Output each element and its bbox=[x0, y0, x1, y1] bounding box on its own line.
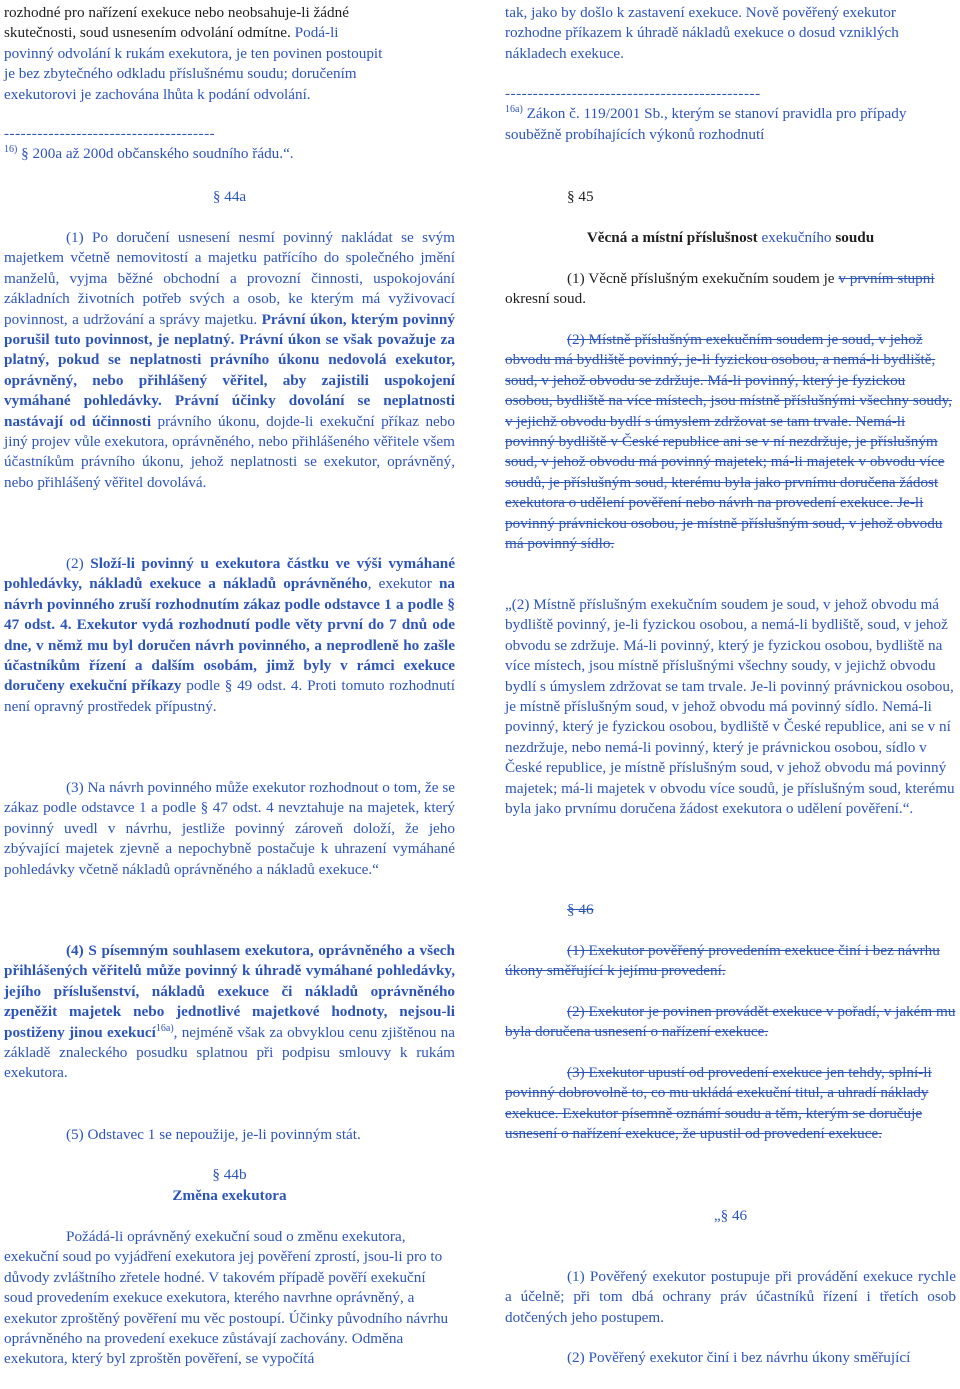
text-span: právního úkonu, dojde-li exekuční příkaz nebo jiný projev vůle exekutora, oprávněného, nebo přihlášeného věřitele všem účastníkům právního úkonu, jehož neplatnosti se exekutor, oprávněný, nebo přihlášený věřitel dovolává. bbox=[4, 412, 455, 491]
text-span-bold: Právní úkon, kterým povinný porušil tuto povinnost, je neplatný. Právní úkon se však považuje za platný, pokud se neplatnosti právního úkonu nedovolá exekutor, oprávněný, nebo přihlášený věřitel, aby zajistili uspokojení vymáhané pohledávky. Právní účinky dovolání se neplatnosti nastávají od účinnosti bbox=[4, 310, 455, 430]
section-44a-heading: § 44a bbox=[212, 188, 247, 205]
text-line: skutečnosti, soud usnesením odvolání odmítne. bbox=[4, 24, 295, 42]
section-44b-title: Změna exekutora bbox=[172, 1187, 287, 1204]
text-line-changed: povinný odvolání k rukám exekutora, je ten povinen postoupit bbox=[4, 44, 383, 62]
text-span-deleted: v prvním stupni bbox=[838, 270, 935, 287]
footnote-mark: 16a) bbox=[505, 104, 523, 116]
text-span-bold: (4) S písemným souhlasem exekutora, oprávněného a všech přihlášených věřitelů může povinný k úhradě vymáhané pohledávky, jejího příslušenství, nákladů exekuce či nákladů oprávněného zpeněžit majetek nebo jednotlivé majetkové hodnoty, nejsou-li postiženy jinou exekucí bbox=[4, 942, 455, 1041]
text-line-changed: Podá-li bbox=[294, 24, 339, 42]
section-46-old-heading: § 46 bbox=[567, 901, 594, 918]
right-top-paragraph: tak, jako by došlo k zastavení exekuce. Nově pověřený exekutor rozhodne příkazem k úhradě nákladů exekuce o dosud vzniklých nákladech exekuce. bbox=[505, 4, 899, 62]
footnote-separator: -------------------------------------- bbox=[4, 125, 216, 142]
left-footnote bbox=[4, 124, 455, 165]
s45-paragraph-1 bbox=[505, 269, 956, 310]
text-span-bold: na návrh povinného zruší rozhodnutím zákaz podle odstavce 1 a podle § 47 odst. 4. Exekutor vydá rozhodnutí podle věty první do 7 dnů ode dne, v němž mu byl doručen návrh povinného, a neprodleně ho zašle účastníkům řízení a dalším osobám, jimž byly v rámci exekuce doručeny exekuční příkazy bbox=[4, 575, 455, 695]
footnote-separator: ---------------------------------------------- bbox=[505, 85, 761, 102]
title-part: Věcná a místní příslušnost bbox=[586, 229, 762, 246]
text-span: , exekutor bbox=[367, 575, 439, 593]
text-span: okresní soud. bbox=[505, 290, 586, 308]
s45-paragraph-2-new: „(2) Místně příslušným exekučním soudem je soud, v jehož obvodu má bydliště povinný, je-li fyzickou osobou, a nemá-li bydliště, soud, v jehož obvodu se zdržuje. Má-li povinný, který je fyzickou osobou, bydliště na více místech, jsou místně příslušnými všechny soudy, v jejichž obvodu bydlí s úmyslem zdržovat se tam trvale. Je-li povinný právnickou osobou, je místně příslušným soud, v jehož obvodu má povinný sídlo. Nemá-li povinný, který je fyzickou osobou, bydliště v České republice, ani se v ní nezdržuje, nebo nemá-li povinný, který je právnickou osobou, sídlo v České republice, je místně příslušným soud, v jehož obvodu má povinný majetek; má-li majetek v obvodu více soudů, je příslušným soud, kterému byla jako prvnímu doručena žádost exekutora o udělení pověření.“. bbox=[505, 596, 955, 818]
text-span: , nejméně však za obvyklou cenu zjištěnou na základě znaleckého posudku splatnou při podpisu smlouvy k rukám exekutora. bbox=[4, 1023, 455, 1082]
s44b-paragraph-1: Požádá-li oprávněný exekuční soud o změnu exekutora, exekuční soud po vyjádření exekutora jej pověření zprostí, jsou-li pro to důvody zvláštního zřetele hodné. V takovém případě pověří exekuční soud provedením exekuce exekutora, kterého navrhne oprávněný, a exekutor zproštěný pověření mu věc postoupí. Účinky původního návrhu oprávněného na provedení exekuce zůstávají zachovány. Odměna exekutora, který byl zproštěn pověření, se vypočítá bbox=[4, 1228, 449, 1368]
text-span: (1) Věcně příslušným exekučním soudem je bbox=[567, 270, 839, 287]
s44a-paragraph-5: (5) Odstavec 1 se nepoužije, je-li povinným stát. bbox=[66, 1126, 361, 1143]
s46-old-paragraph-2: (2) Exekutor je povinen provádět exekuce v pořadí, v jakém mu byla doručena usnesení o nařízení exekuce. bbox=[505, 1003, 956, 1041]
text-span: podle § 49 odst. 4. Proti tomuto rozhodnutí není opravný prostředek přípustný. bbox=[4, 677, 455, 715]
footnote-mark: 16a) bbox=[155, 1022, 174, 1034]
text-span: (2) bbox=[66, 555, 91, 572]
text-line-changed: exekutorovi je zachována lhůta k podání odvolání. bbox=[4, 85, 311, 103]
text-span: (1) Po doručení usnesení nesmí povinný nakládat se svým majetkem včetně nemovitostí a majetku patřícího do společného jmění manželů, vyjma běžné obchodní a provozní činnosti, uspokojování základních životních potřeb svých a osob, ke kterým má vyživovací povinnost, a udržování a správy majetku. bbox=[4, 229, 455, 328]
s46-old-paragraph-1: (1) Exekutor pověřený provedením exekuce činí i bez návrhu úkony směřující k jejímu provedení. bbox=[505, 942, 940, 980]
left-top-paragraph bbox=[4, 3, 455, 105]
s46-old-paragraph-3: (3) Exekutor upustí od provedení exekuce jen tehdy, splní-li povinný dobrovolně to, co mu ukládá exekuční titul, a uhradí náklady exekuce. Exekutor písemně oznámí soudu a těm, kterým se doručuje usnesení o nařízení exekuce, že upustil od provedení exekuce. bbox=[505, 1064, 932, 1143]
text-line-changed: je bez zbytečného odkladu příslušnému soudu; doručením bbox=[4, 65, 357, 83]
text-span-bold: Složí-li povinný u exekutora částku ve výši vymáhané pohledávky, nákladů exekuce a nákladů oprávněného bbox=[4, 555, 455, 593]
s44a-paragraph-3: (3) Na návrh povinného může exekutor rozhodnout o tom, že se zákaz podle odstavce 1 a podle § 47 odst. 4 nevztahuje na majetek, který povinný uvedl v návrhu, jestliže povinný zároveň doloží, že jeho zbývající majetek zjevně a nepochybně postačuje k uhrazení vymáhané pohledávky včetně nákladů oprávněného a nákladů exekuce.“ bbox=[4, 779, 455, 878]
s44a-paragraph-2 bbox=[4, 554, 455, 717]
right-footnote bbox=[505, 84, 956, 145]
section-44b-heading: § 44b bbox=[212, 1166, 247, 1183]
s44a-paragraph-4 bbox=[4, 941, 455, 1084]
title-part: soudu bbox=[831, 229, 875, 246]
s44a-paragraph-1 bbox=[4, 228, 455, 493]
s45-paragraph-2-old: (2) Místně příslušným exekučním soudem je soud, v jehož obvodu má bydliště povinný, je-li fyzickou osobou, a nemá-li bydliště, soud, v jehož obvodu se zdržuje. Má-li povinný, který je fyzickou osobou, bydliště na více místech, jsou místně příslušnými všechny soudy, v jejichž obvodu bydlí s úmyslem zdržovat se tam trvale. Nemá-li povinný bydliště v České republice ani se v ní nezdržuje, je příslušným soud, v jehož obvodu má povinný majetek; má-li majetek v obvodu více soudů, je příslušným soud, kterému byla jako prvnímu doručena žádost exekutora o udělení pověření nebo návrh na provedení exekuce. Je-li povinný právnickou osobou, je místně příslušným soud, v jehož obvodu má povinný sídlo. bbox=[505, 331, 953, 553]
text-line: rozhodné pro nařízení exekuce nebo neobsahuje-li žádné bbox=[4, 4, 349, 21]
title-part-changed: exekučního bbox=[761, 229, 832, 246]
s46-new-paragraph-2: (2) Pověřený exekutor činí i bez návrhu úkony směřující bbox=[567, 1349, 911, 1366]
footnote-mark: 16) bbox=[4, 144, 18, 156]
section-45-heading: § 45 bbox=[567, 188, 594, 205]
section-46-new-heading: „§ 46 bbox=[713, 1207, 748, 1224]
footnote-text: § 200a až 200d občanského soudního řádu.“. bbox=[17, 145, 294, 163]
footnote-text: Zákon č. 119/2001 Sb., kterým se stanoví pravidla pro případy souběžně probíhajících výkonů rozhodnutí bbox=[505, 105, 907, 143]
section-45-title bbox=[505, 228, 956, 248]
s46-new-paragraph-1: (1) Pověřený exekutor postupuje při provádění exekuce rychle a účelně; při tom dbá ochrany práv účastníků řízení i třetích osob dotčených jeho postupem. bbox=[505, 1268, 956, 1326]
